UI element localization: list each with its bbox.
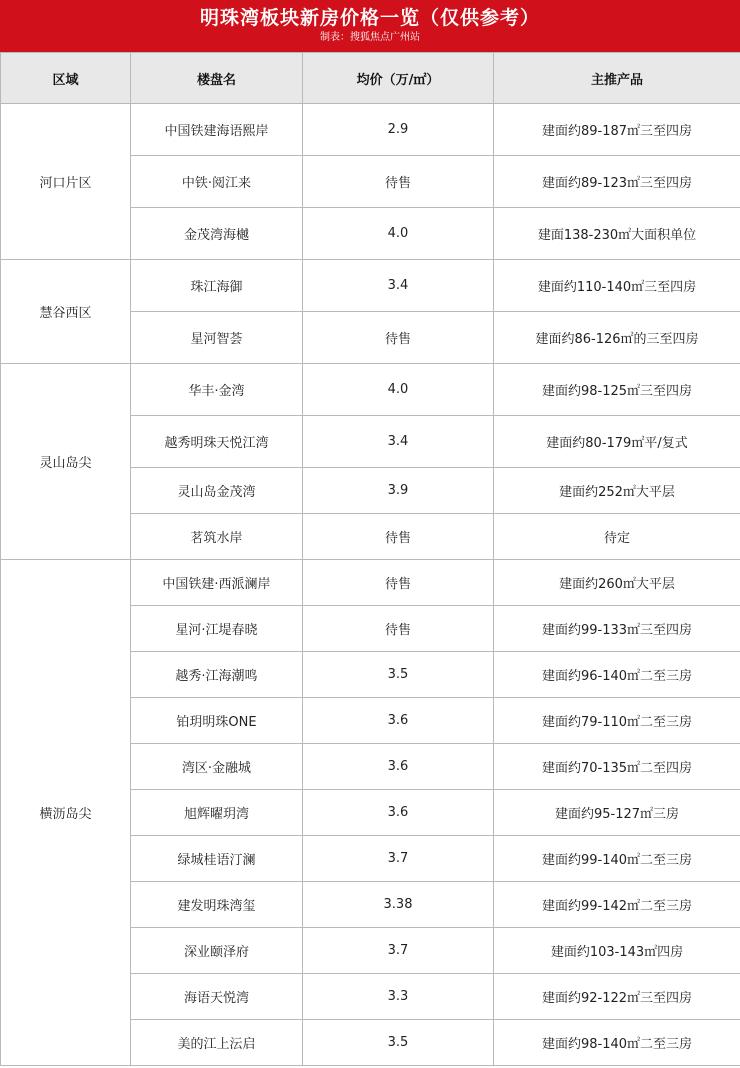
- price-cell: 3.5: [303, 1020, 494, 1066]
- price-cell: 待售: [303, 514, 494, 560]
- price-cell: 3.3: [303, 974, 494, 1020]
- header-region: 区域: [1, 53, 131, 104]
- product-cell: 建面约252㎡大平层: [494, 468, 740, 514]
- price-cell: 3.6: [303, 744, 494, 790]
- price-cell: 待售: [303, 560, 494, 606]
- product-cell: 待定: [494, 514, 740, 560]
- region-cell: 灵山岛尖: [1, 364, 131, 560]
- product-cell: 建面约89-187㎡三至四房: [494, 104, 740, 156]
- price-cell: 待售: [303, 312, 494, 364]
- product-cell: 建面约79-110㎡二至三房: [494, 698, 740, 744]
- product-cell: 建面约260㎡大平层: [494, 560, 740, 606]
- page-subtitle: 制表：搜狐焦点广州站: [320, 32, 420, 43]
- title-banner: [0, 0, 740, 52]
- price-cell: 4.0: [303, 208, 494, 260]
- project-name-cell: 中国铁建海语熙岸: [131, 104, 303, 156]
- region-cell: 横沥岛尖: [1, 560, 131, 1066]
- project-name-cell: 灵山岛金茂湾: [131, 468, 303, 514]
- price-cell: 待售: [303, 156, 494, 208]
- header-avg-price: 均价（万/㎡）: [303, 53, 494, 104]
- product-cell: 建面约96-140㎡二至三房: [494, 652, 740, 698]
- header-project-name: 楼盘名: [131, 53, 303, 104]
- price-cell: 4.0: [303, 364, 494, 416]
- project-name-cell: 深业颐泽府: [131, 928, 303, 974]
- project-name-cell: 绿城桂语汀澜: [131, 836, 303, 882]
- price-table: [0, 52, 740, 1066]
- product-cell: 建面约99-142㎡二至三房: [494, 882, 740, 928]
- project-name-cell: 茗筑水岸: [131, 514, 303, 560]
- region-cell: 河口片区: [1, 104, 131, 260]
- price-cell: 3.4: [303, 260, 494, 312]
- region-cell: 慧谷西区: [1, 260, 131, 364]
- price-cell: 3.9: [303, 468, 494, 514]
- project-name-cell: 旭辉曜玥湾: [131, 790, 303, 836]
- table-row: [1, 104, 740, 156]
- price-cell: 3.7: [303, 836, 494, 882]
- product-cell: 建面约80-179㎡平/复式: [494, 416, 740, 468]
- project-name-cell: 海语天悦湾: [131, 974, 303, 1020]
- price-cell: 3.5: [303, 652, 494, 698]
- table-row: [1, 260, 740, 312]
- product-cell: 建面约103-143㎡四房: [494, 928, 740, 974]
- table-row: [1, 364, 740, 416]
- price-cell: 3.4: [303, 416, 494, 468]
- project-name-cell: 华丰·金湾: [131, 364, 303, 416]
- product-cell: 建面约70-135㎡二至四房: [494, 744, 740, 790]
- product-cell: 建面约110-140㎡三至四房: [494, 260, 740, 312]
- price-cell: 2.9: [303, 104, 494, 156]
- table-row: [1, 560, 740, 606]
- header-main-product: 主推产品: [494, 53, 740, 104]
- product-cell: 建面约89-123㎡三至四房: [494, 156, 740, 208]
- price-cell: 3.6: [303, 698, 494, 744]
- price-cell: 3.38: [303, 882, 494, 928]
- project-name-cell: 中国铁建·西派澜岸: [131, 560, 303, 606]
- price-cell: 3.7: [303, 928, 494, 974]
- project-name-cell: 星河·江堤春晓: [131, 606, 303, 652]
- project-name-cell: 越秀·江海潮鸣: [131, 652, 303, 698]
- project-name-cell: 铂玥明珠ONE: [131, 698, 303, 744]
- project-name-cell: 星河智荟: [131, 312, 303, 364]
- project-name-cell: 中铁·阅江来: [131, 156, 303, 208]
- project-name-cell: 越秀明珠天悦江湾: [131, 416, 303, 468]
- price-cell: 待售: [303, 606, 494, 652]
- project-name-cell: 金茂湾海樾: [131, 208, 303, 260]
- project-name-cell: 湾区·金融城: [131, 744, 303, 790]
- product-cell: 建面约86-126㎡的三至四房: [494, 312, 740, 364]
- product-cell: 建面约98-140㎡二至三房: [494, 1020, 740, 1066]
- product-cell: 建面约99-140㎡二至三房: [494, 836, 740, 882]
- product-cell: 建面138-230㎡大面积单位: [494, 208, 740, 260]
- product-cell: 建面约99-133㎡三至四房: [494, 606, 740, 652]
- project-name-cell: 建发明珠湾玺: [131, 882, 303, 928]
- product-cell: 建面约98-125㎡三至四房: [494, 364, 740, 416]
- page-title: 明珠湾板块新房价格一览（仅供参考）: [199, 7, 540, 29]
- product-cell: 建面约92-122㎡三至四房: [494, 974, 740, 1020]
- price-cell: 3.6: [303, 790, 494, 836]
- table-header-row: [1, 53, 740, 104]
- project-name-cell: 美的江上沄启: [131, 1020, 303, 1066]
- project-name-cell: 珠江海御: [131, 260, 303, 312]
- product-cell: 建面约95-127㎡三房: [494, 790, 740, 836]
